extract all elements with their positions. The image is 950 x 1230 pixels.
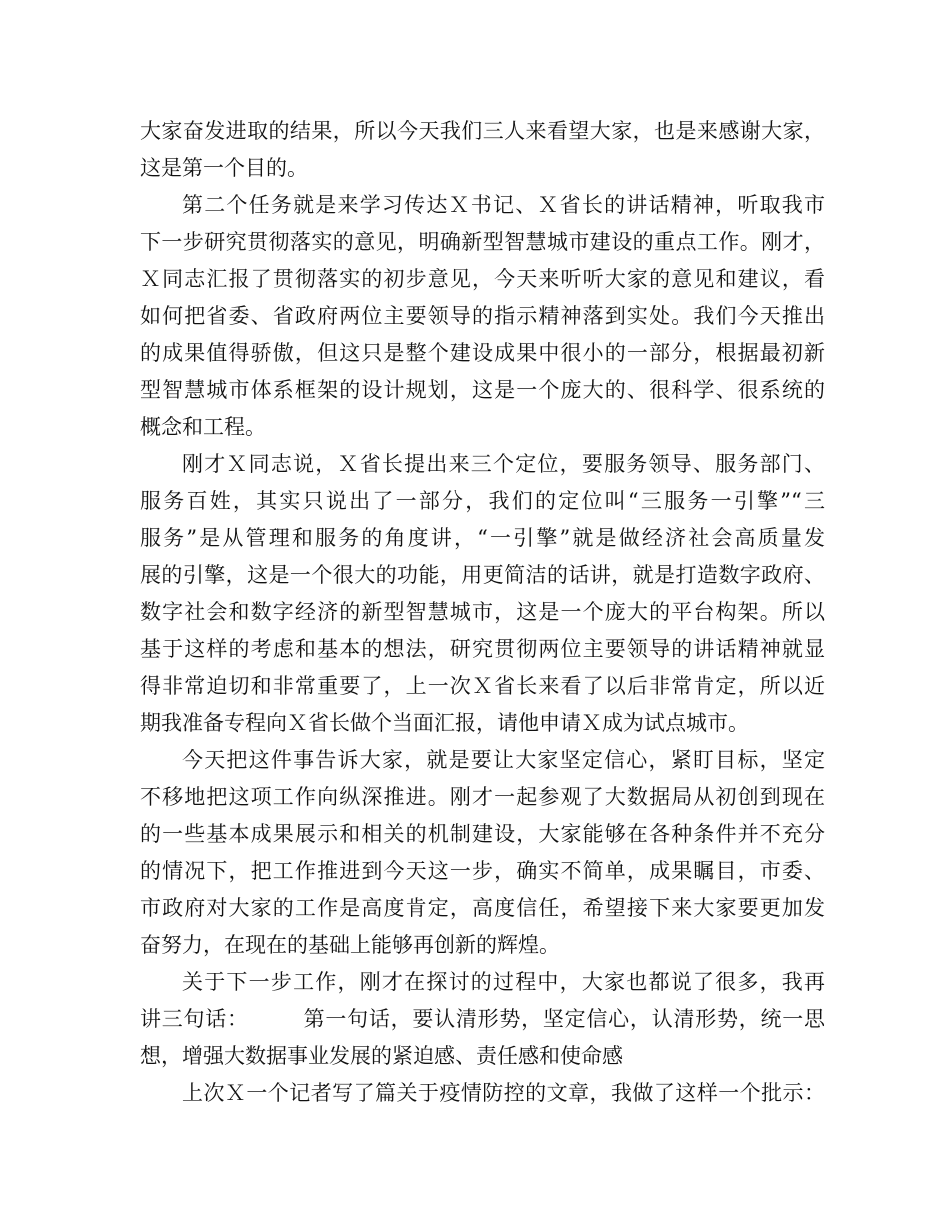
text-line: 刚才Ｘ同志说，Ｘ省长提出来三个定位，要服务领导、服务部门、	[182, 452, 825, 476]
text-line: 讲三句话： 第一句话，要认清形势，坚定信心，认清形势，统一思	[140, 1007, 825, 1031]
text-line: 服务百姓，其实只说出了一部分，我们的定位叫“三服务一引擎”“三	[140, 489, 825, 513]
text-line: Ｘ同志汇报了贯彻落实的初步意见，今天来听听大家的意见和建议，看	[140, 267, 825, 291]
text-line: 数字社会和数字经济的新型智慧城市，这是一个庞大的平台构架。所以	[140, 600, 825, 624]
text-line: 基于这样的考虑和基本的想法，研究贯彻两位主要领导的讲话精神就显	[140, 637, 825, 661]
text-line: 关于下一步工作，刚才在探讨的过程中，大家也都说了很多，我再	[182, 970, 825, 994]
text-line: 上次Ｘ一个记者写了篇关于疫情防控的文章，我做了这样一个批示：	[182, 1081, 825, 1105]
text-line: 展的引擎，这是一个很大的功能，用更简洁的话讲，就是打造数字政府、	[140, 563, 825, 587]
text-line: 市政府对大家的工作是高度肯定，高度信任，希望接下来大家要更加发	[140, 896, 825, 920]
document-body	[140, 113, 825, 1112]
text-line: 第二个任务就是来学习传达Ｘ书记、Ｘ省长的讲话精神，听取我市	[182, 193, 825, 217]
text-line: 奋努力，在现在的基础上能够再创新的辉煌。	[140, 933, 560, 957]
text-line: 今天把这件事告诉大家，就是要让大家坚定信心，紧盯目标，坚定	[182, 748, 825, 772]
text-line: 型智慧城市体系框架的设计规划，这是一个庞大的、很科学、很系统的	[140, 378, 825, 402]
text-line: 下一步研究贯彻落实的意见，明确新型智慧城市建设的重点工作。刚才，	[140, 230, 825, 254]
text-line: 服务”是从管理和服务的角度讲，“一引擎”就是做经济社会高质量发	[140, 526, 825, 550]
document-page	[140, 113, 825, 1112]
text-line: 期我准备专程向Ｘ省长做个当面汇报，请他申请Ｘ成为试点城市。	[140, 711, 749, 735]
text-line: 如何把省委、省政府两位主要领导的指示精神落到实处。我们今天推出	[140, 304, 825, 328]
text-line: 大家奋发进取的结果，所以今天我们三人来看望大家，也是来感谢大家，	[140, 119, 825, 143]
text-line: 不移地把这项工作向纵深推进。刚才一起参观了大数据局从初创到现在	[140, 785, 825, 809]
text-line: 的成果值得骄傲，但这只是整个建设成果中很小的一部分，根据最初新	[140, 341, 825, 365]
text-line: 想，增强大数据事业发展的紧迫感、责任感和使命感	[140, 1044, 623, 1068]
text-line: 这是第一个目的。	[140, 156, 308, 180]
text-line: 概念和工程。	[140, 415, 266, 439]
text-line: 的一些基本成果展示和相关的机制建设，大家能够在各种条件并不充分	[140, 822, 825, 846]
text-line: 的情况下，把工作推进到今天这一步，确实不简单，成果瞩目，市委、	[140, 859, 825, 883]
text-line: 得非常迫切和非常重要了，上一次Ｘ省长来看了以后非常肯定，所以近	[140, 674, 825, 698]
